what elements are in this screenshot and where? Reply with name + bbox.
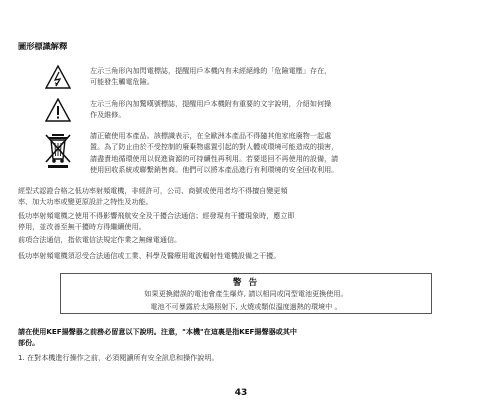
paragraph-legal-communication: 前項合法通信，指依電信法規定作業之無線電通信。 — [18, 235, 182, 244]
warning-title: 警 告 — [232, 278, 260, 288]
symbol-text-exclamation: 左示三角形內加驚嘆號標誌，提醒用戶本機附有重要的文字說明，介紹如何操 作及維修。 — [90, 99, 332, 120]
list-item: 1. 在對本機進行操作之前，必須閱讀所有安全訊息和操作說明。 — [18, 353, 219, 362]
symbol-text-weee: 請正確使用本產品。該標識表示，在全歐洲本產品不得隨其他家庭廢物一起處 置。為了防止由於不受控制的廢棄物處置引起的對人體或環境可能造成的損害， 請盡責地循環使用以促進資源的可持續性再利用。若要退回不再使用的設備，請 使用回收系統或聯繫銷售商。他們可以將本產品進行有利環境的安全回收利用。 — [90, 131, 339, 175]
symbol-text-lightning: 左示三角形內加閃電標誌，提醒用戶本機內有未經絕緣的「危險電壓」存在， 可能發生觸電危險。 — [90, 66, 332, 87]
paragraph-interference: 低功率射頻電機之使用不得影響飛航安全及干擾合法通信；經發現有干擾現象時，應立即 停用，並改善至無干擾時方得繼續使用。 — [18, 211, 295, 232]
page-number: 43 — [234, 388, 248, 398]
paragraph-modification: 經型式認證合格之低功率射頻電機，非經許可，公司、商號或使用者均不得擅自變更頻 率、加大功率或變更原設計之特性及功能。 — [18, 186, 288, 207]
lightning-triangle-icon — [36, 65, 80, 89]
page-heading: 圖形標識解釋 — [18, 41, 68, 51]
warning-line: 電池不可暴露於太陽照射下, 火燒或類似溫度過熱的環境中 。 — [150, 302, 342, 311]
notice-text: 請在使用KEF揚聲器之前務必留意以下說明。注意，"本機"在這裏是指KEF揚聲器或其中 部份。 — [18, 327, 297, 348]
warning-box — [60, 273, 432, 314]
crossed-bin-icon — [36, 131, 80, 169]
warning-line: 如果更換錯誤的電池會產生爆炸, 請以相同或同型電池更換使用。 — [144, 289, 348, 298]
exclamation-triangle-icon — [36, 98, 80, 122]
paragraph-tolerance: 低功率射頻電機須忍受合法通信或工業、科學及醫療用電波輻射性電機設備之干擾。 — [18, 251, 281, 260]
